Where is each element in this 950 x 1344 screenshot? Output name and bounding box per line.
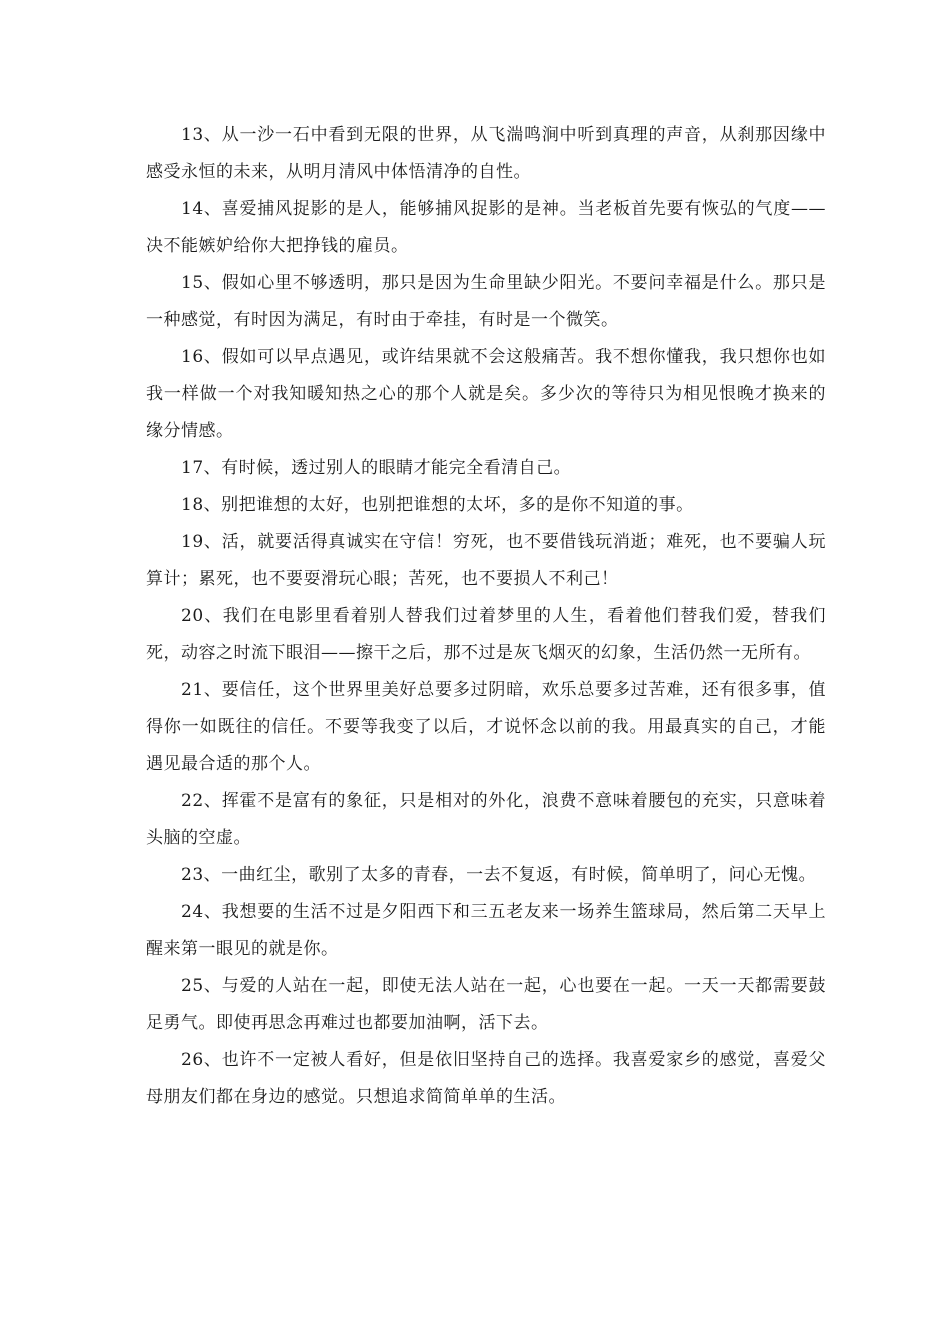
paragraph-14: 14、喜爱捕风捉影的是人，能够捕风捉影的是神。当老板首先要有恢弘的气度——决不能嫉妒给你大把挣钱的雇员。	[146, 199, 826, 256]
paragraph-19: 19、活，就要活得真诚实在守信！穷死，也不要借钱玩消逝；难死，也不要骗人玩算计；累死，也不要耍滑玩心眼；苦死，也不要损人不利己！	[146, 532, 826, 589]
paragraph-25: 25、与爱的人站在一起，即使无法人站在一起，心也要在一起。一天一天都需要鼓足勇气。即使再思念再难过也都要加油啊，活下去。	[146, 976, 826, 1033]
paragraph-20: 20、我们在电影里看着别人替我们过着梦里的人生，看着他们替我们爱，替我们死，动容之时流下眼泪——擦干之后，那不过是灰飞烟灭的幻象，生活仍然一无所有。	[146, 606, 826, 663]
paragraph-22: 22、挥霍不是富有的象征，只是相对的外化，浪费不意味着腰包的充实，只意味着头脑的空虚。	[146, 791, 826, 848]
paragraph-16: 16、假如可以早点遇见，或许结果就不会这般痛苦。我不想你懂我，我只想你也如我一样做一个对我知暖知热之心的那个人就是矣。多少次的等待只为相见恨晚才换来的缘分情感。	[146, 347, 826, 441]
paragraph-18: 18、别把谁想的太好，也别把谁想的太坏，多的是你不知道的事。	[181, 495, 694, 515]
paragraph-21: 21、要信任，这个世界里美好总要多过阴暗，欢乐总要多过苦难，还有很多事，值得你一如既往的信任。不要等我变了以后，才说怀念以前的我。用最真实的自己，才能遇见最合适的那个人。	[146, 680, 826, 774]
document-body	[146, 117, 826, 1116]
paragraph-15: 15、假如心里不够透明，那只是因为生命里缺少阳光。不要问幸福是什么。那只是一种感觉，有时因为满足，有时由于牵挂，有时是一个微笑。	[146, 273, 826, 330]
paragraph-17: 17、有时候，透过别人的眼睛才能完全看清自己。	[181, 458, 572, 478]
paragraph-13: 13、从一沙一石中看到无限的世界，从飞湍鸣涧中听到真理的声音，从刹那因缘中感受永恒的未来，从明月清风中体悟清净的自性。	[146, 125, 826, 182]
paragraph-23: 23、一曲红尘，歌别了太多的青春，一去不复返，有时候，简单明了，问心无愧。	[181, 865, 817, 885]
paragraph-26: 26、也许不一定被人看好，但是依旧坚持自己的选择。我喜爱家乡的感觉，喜爱父母朋友们都在身边的感觉。只想追求简简单单的生活。	[146, 1050, 826, 1107]
paragraph-24: 24、我想要的生活不过是夕阳西下和三五老友来一场养生篮球局，然后第二天早上醒来第一眼见的就是你。	[146, 902, 826, 959]
